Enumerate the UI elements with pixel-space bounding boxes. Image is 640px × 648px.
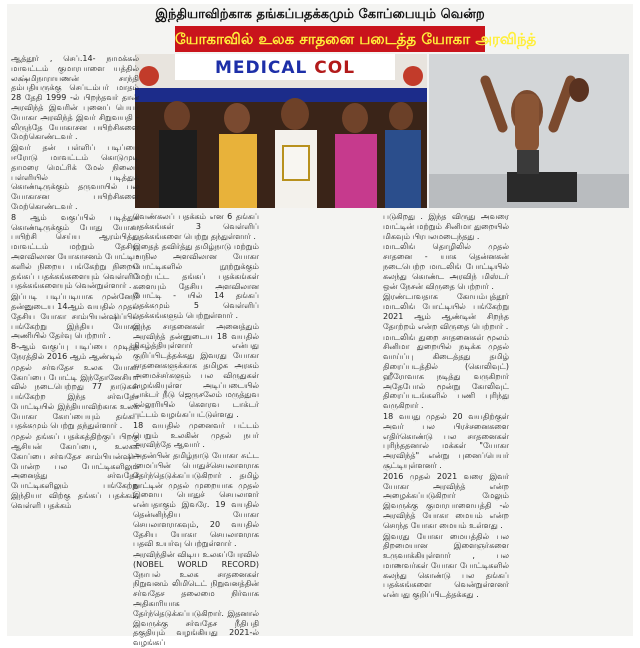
paragraph: வெண்கலப் பதக்கம் என 6 தங்கப் பதக்கங்கள் 3 வெள்ளிப் பதக்கங்களை பெற்று தந்துள்ளார் . xyxy=(133,212,259,241)
ceremony-banner xyxy=(175,54,395,80)
paragraph: 18 வயது முதல் 20 வயதிற்குள் அவர் பல பிரச்சனைகளை எதிர்கொண்டு பல சாதனைகள் புரிந்ததனால் மக்கள் "யோகா அரவிந்த்" என்று புனைப்பெயர் சூட்டியுள்ளனர் . xyxy=(383,411,509,470)
paragraph: படுகிறது . இந்த விருது அவரை மாட்டின் மற்றும் சினிமா துறையில் மிகவும் பிரபலமடைந்தது . xyxy=(383,212,509,241)
paragraph: முதல் தங்கப் பதக்கத்திற்குப் பிறகு ஆசியன் கோப்பை, உலகக் கோப்பை சர்வதேச சாம்பியன்ஷிப் போன்ற பல போட்டிகளிலும் அனைத்து சர்வதேச போட்டிகளிலும் பங்கேற்று இந்தியா விற்கு தங்கப் பதக்கம், வெள்ளி பதக்கம் xyxy=(11,432,139,510)
kicker-line: இந்தியாவிற்காக தங்கப்பதக்கமும் கோப்பையும் வென்ற xyxy=(155,7,485,22)
paragraph: 8-ஆம் வகுப்பு படிப்பை முடித்த நேரத்தில் 2016 ஆம் ஆண்டில் xyxy=(11,342,139,361)
paragraph: இப்படி படிப்படியாக முன்னேறி தன்னுடைய 14ஆம் வயதில் முதல் தேசிய யோகா சாம்பியன்ஷிப்பில் பங்கேற்று இந்திய யோகா அணியில் தேர்வு பெற்றார் . xyxy=(11,292,139,341)
yoga-pose-illustration xyxy=(429,54,629,208)
paragraph: இதைத் தவிர்த்து தமிழ்நாடு மற்றும் மாநில அளவிலான யோகா போட்டிகளில் நூற்றுக்கும் மேற்பட்ட தங்கப் பதக்கங்கள் களையும் தேசிய அளவிலான போட்டி - யில் 14 தங்கப் பதக்கமும் 5 வெள்ளிப் பதக்கங்களும் பெற்றுள்ளார் . xyxy=(133,242,259,320)
paragraph: மாடலிங் தொழிலில் முதல் சாதனை - யாக தென்னகன் நடைபெற்ற மாடலிங் போட்டியில் கலந்து கொண்ட அரவிந் மிஸ்டர் ஒன் நேசன் விருதை பெற்றார் . xyxy=(383,242,509,291)
paragraph: இவர் தன் பள்ளிப் படிப்பை ஈரோடு மாவட்டம் கொடுமுடி தாமரை மெட்ரிக் மேல் நிலைப் பள்ளியில் படித்துக் கொண்டிருக்கும் தருவாயில் பல யோகாசன பயிற்சிகளை மேற்கொண்டவர் . xyxy=(11,143,139,211)
paragraph: அதன்பின் தமிழ்நாடு யோகா சுட்ட -மைப்பின் பொதுச்செயலாளராக தேர்ந்தெடுக்கப்படுகிறார் . தமிழ் நாட்டின் முதல் முறையாக முதல் இளைய பொதுச் செயலாளர் என்பதாகும் இவரே. 19 வயதில் தென்னிந்திய யோகா செயலாளராகவும், 20 வயதில் தேசிய யோகா செயலாளராக பதவி உயர்வு பெற்றுள்ளார் . xyxy=(133,451,259,549)
banner-right-text: COL xyxy=(314,58,356,78)
paragraph: இந்த சாதனைகள் அனைத்தும் அரவிந்த் தன்னுடைய 18 வயதில் நிகழ்த்தியுள்ளார் என்பது குறிப்பிடத்தக்கது இவரது யோகா சாதனைகளுக்காக தமிழக அரசும் அமைச்சர்களும் பல விருதுகள் வழங்கியுள்ள அடிப்படையில் டாக்டர் நீடு ஜெருசலேம் மருத்துவ கல்லூரியில் கௌரவ டாக்டர் பட்டம் வழங்கப்பட்டுள்ளது . xyxy=(133,321,259,419)
paragraph: அரவிந்தின் விடிய உலகப்பேரவில் (NOBEL WORLD RECORD) நோபல் உலக சாதனைகள் நிறுவனம் லிமிடெட் நிறுவனத்தின் சர்வதேச தலைமை நிர்வாக அதிகாரியாக தேர்ந்தெடுக்கப்படுகிறார். இதனால் இவருக்கு சர்வதேச நீதிபதி தகுதியும் வழங்கியது 2021-ல் வழங்கப் xyxy=(133,550,259,648)
article-column-2 xyxy=(133,212,259,648)
paragraph: முதல் சர்வதேச உலக யோகா கோப்பை போட்டி இந்தோனேசியா வில் நடைபெற்றது 77 நாடுகள் பங்கேற்ற இந்த சர்வதேச போட்டியில் இந்தியாவிற்காக உலக யோகா கோப்பையும் தங்கப் பதக்கமும் பெற்று தந்துள்ளார் . xyxy=(11,362,139,431)
award-ceremony-photo xyxy=(135,54,427,208)
banner-left-text: MEDICAL xyxy=(214,58,308,78)
paragraph: இரண்டாவதாக கோயம்புத்தூர் மாடலிங் போட்டியில் பங்கேற்று 2021 ஆம் ஆண்டின் சிறந்த தோற்றம் என்ற விருதை பெற்றார் . xyxy=(383,292,509,331)
newspaper-clipping xyxy=(7,4,633,648)
paragraph: 8 ஆம் வகுப்பில் படித்துக் கொண்டிருக்கும் போது யோகா பயிற்சி செய்ய ஆரம்பித்து மாவட்டம் மற்றும் தேசிய அளவிலான யோகாசனம் போட்டி - களில் நிறைய பங்கேற்று நிறைய தங்கப் பதக்கங்களையும் வெள்ளிப் பதக்கங்களையும் வென்றுள்ளார் . xyxy=(11,212,139,291)
paragraph: 18 வயதில் முனைவர் பட்டம் பெறும் உலகின் முதல் நபர் அரவிந்தே ஆவார் . xyxy=(133,420,259,450)
paragraph: மாடலிங் துறை சாதனைகள் மூலம் சினிமா துறையில் நடிக்க முதல் வாய்ப்பு கிடைத்தது தமிழ் திரைப்படத்தில் (கொலிவுட்) ஹீரோவாக நடித்து வருகிறார் அதேபோல் மூன்று கோலிவுட் திரைப்படங்களில் பணி புரிந்து வருகிறார் . xyxy=(383,332,509,411)
paragraph: 2016 முதல் 2021 வரை இவர் யோகா அரவிந்த் என்ற அழைக்கப்படுகிறார் மேலும் இவருக்கு குமாரபாளையத்தி -ல் அரவிந்த் யோகா மையம் என்ற சொந்த யோகா மையம் உள்ளது . xyxy=(383,471,509,530)
paragraph: இவரது யோகா மையத்தில் பல திறமையான இளைஞர்களை உருவாக்கியுள்ளார் , பல மாணவர்கள் யோகா போட்டிகளில் கலந்து கொண்டு பல தங்கப் பதக்கங்களை வென்றுள்ளனர் என்பது குறிப்பிடத்தக்கது . xyxy=(383,531,509,600)
yoga-pose-photo xyxy=(429,54,629,208)
paragraph: ஆத்தூர் , செப்.14- நாமக்கல் மாவட்டம் குமாரபாளை யத்தில் லக்ஷ்மிநாராயணன் சாந்தி தம்பதியருக்கு செப்டம்பர் மாதம் 28 தேதி 1999 -ல் பிறந்தவர் தான் அரவிந்த் இவரின் புனைப் பெயர் யோகா அரவிந்த் இவர் சிறுவயதி - லிருந்தே யோகாசன பயிற்சிகளை மேற்கொண்டவர் . xyxy=(11,54,139,142)
article-column-1 xyxy=(11,54,139,634)
headline: யோகாவில் உலக சாதனை படைத்த யோகா அரவிந்த் xyxy=(175,26,485,52)
article-column-3 xyxy=(383,212,509,634)
